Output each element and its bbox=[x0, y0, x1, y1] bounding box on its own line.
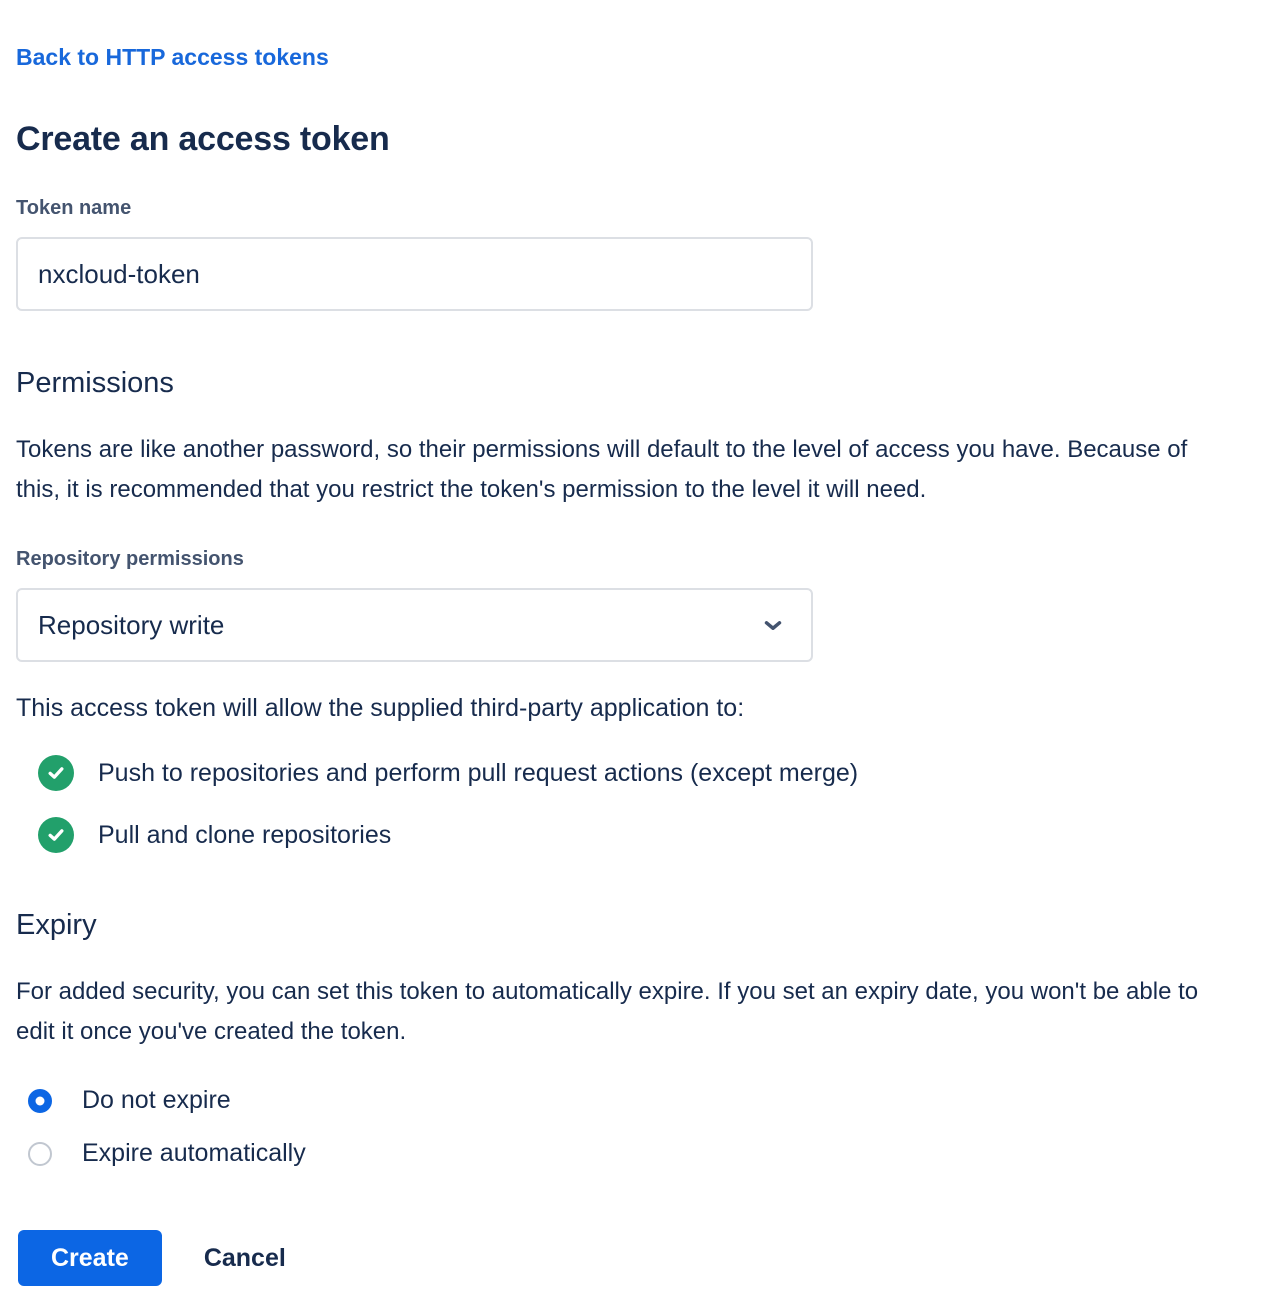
radio-option-do-not-expire[interactable] bbox=[28, 1086, 1258, 1115]
back-to-tokens-link[interactable]: Back to HTTP access tokens bbox=[16, 44, 329, 70]
repository-permissions-select[interactable] bbox=[16, 588, 813, 662]
radio-button-icon[interactable] bbox=[28, 1089, 52, 1113]
create-button[interactable]: Create bbox=[18, 1230, 162, 1286]
capability-row bbox=[38, 817, 1258, 853]
check-circle-icon bbox=[38, 817, 74, 853]
repository-permissions-label: Repository permissions bbox=[16, 548, 244, 570]
token-name-label: Token name bbox=[16, 197, 132, 219]
expiry-heading: Expiry bbox=[16, 909, 97, 941]
radio-button-icon[interactable] bbox=[28, 1142, 52, 1166]
capability-text: Pull and clone repositories bbox=[98, 820, 392, 849]
permissions-description: Tokens are like another password, so their permissions will default to the level of access you have. Because of this, it is recommended that you restrict the token's permission to the level it will need. bbox=[16, 436, 1188, 503]
capability-row bbox=[38, 755, 1258, 791]
repository-permissions-selected-value: Repository write bbox=[38, 609, 225, 640]
page-title: Create an access token bbox=[16, 120, 390, 158]
capability-text: Push to repositories and perform pull request actions (except merge) bbox=[98, 758, 859, 787]
allow-intro-text: This access token will allow the supplied third-party application to: bbox=[16, 694, 745, 722]
form-actions bbox=[16, 1230, 1258, 1286]
token-name-input[interactable] bbox=[16, 237, 813, 311]
cancel-button[interactable]: Cancel bbox=[203, 1243, 286, 1272]
radio-label: Do not expire bbox=[82, 1086, 231, 1114]
check-circle-icon bbox=[38, 755, 74, 791]
radio-option-expire-automatically[interactable] bbox=[28, 1139, 1258, 1168]
permissions-heading: Permissions bbox=[16, 367, 174, 399]
expiry-description: For added security, you can set this token to automatically expire. If you set an expiry date, you won't be able to edit it once you've created the token. bbox=[16, 978, 1199, 1045]
radio-label: Expire automatically bbox=[82, 1139, 306, 1167]
chevron-down-icon bbox=[759, 611, 787, 639]
